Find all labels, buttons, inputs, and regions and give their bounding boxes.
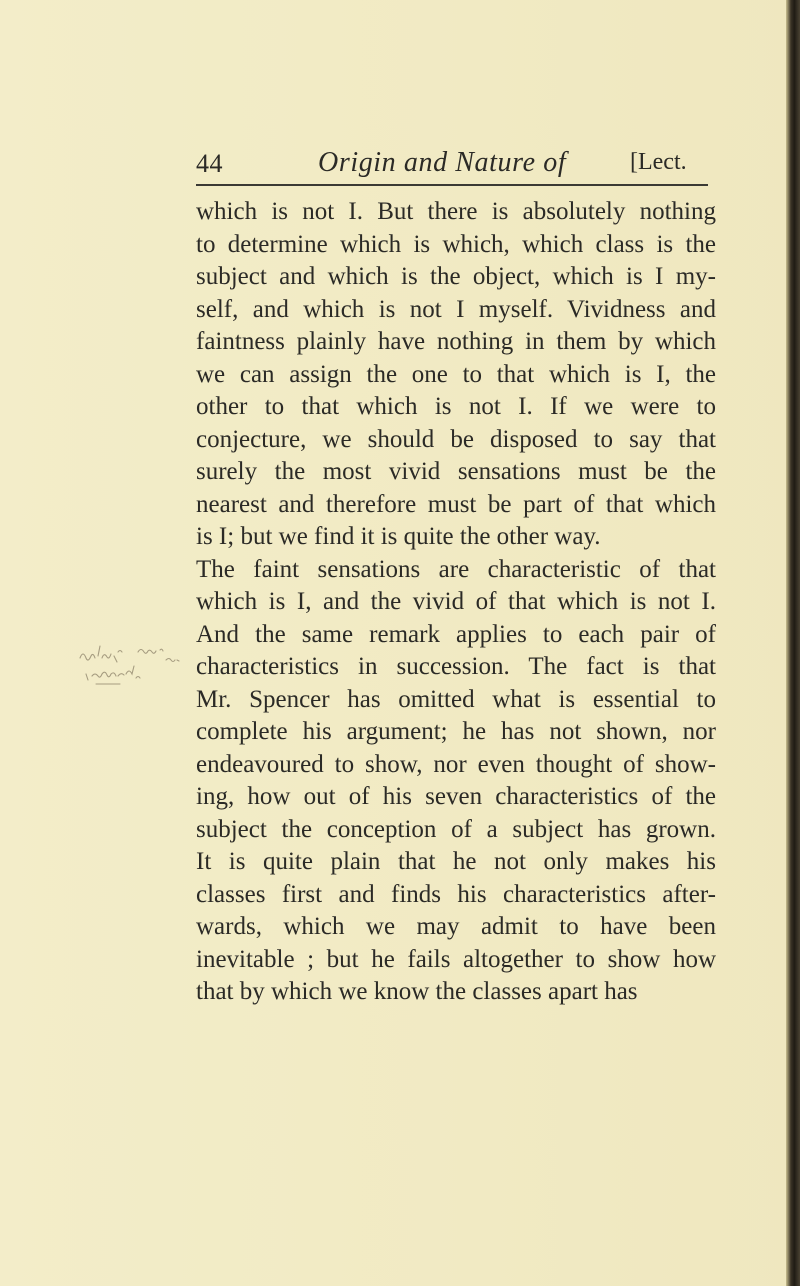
running-title: Origin and Nature of (318, 147, 567, 178)
text-line: subject the conception of a subject has grown. (196, 815, 716, 843)
text-line: endeavoured to show, nor even thought of show- (196, 750, 716, 778)
text-line: Mr. Spencer has omitted what is essential to (196, 685, 716, 713)
text-line: to determine which is which, which class is the (196, 230, 716, 258)
text-line: is I; but we find it is quite the other way. (196, 523, 601, 550)
text-line: characteristics in succession. The fact is that (196, 653, 716, 680)
text-line: faintness plainly have nothing in them by which (196, 328, 716, 355)
header-rule (196, 184, 708, 186)
section-mark: [Lect. (630, 149, 687, 175)
text-line: surely the most vivid sensations must be the (196, 458, 716, 485)
text-line: nearest and therefore must be part of that which (196, 490, 716, 518)
text-line: classes first and finds his characteristics after- (196, 880, 716, 908)
text-line: which is not I. But there is absolutely nothing (196, 198, 716, 225)
text-line: conjecture, we should be disposed to say that (196, 425, 716, 453)
text-line: ing, how out of his seven characteristics of the (196, 783, 716, 810)
text-line: other to that which is not I. If we were to (196, 393, 716, 420)
page-number: 44 (196, 149, 223, 178)
text-line: subject and which is the object, which is I my- (196, 263, 716, 290)
text-line: And the same remark applies to each pair of (196, 620, 716, 648)
text-line: which is I, and the vivid of that which is not I. (196, 588, 716, 615)
page-header (196, 141, 712, 181)
text-line: inevitable ; but he fails altogether to show how (196, 945, 716, 973)
page-edge-shadow (786, 0, 800, 1286)
handwritten-margin-note (78, 640, 190, 700)
text-line: wards, which we may admit to have been (196, 913, 716, 940)
text-line: The faint sensations are characteristic of that (196, 555, 716, 583)
text-line: we can assign the one to that which is I, the (196, 360, 716, 388)
text-line: that by which we know the classes apart has (196, 978, 638, 1005)
text-line: It is quite plain that he not only makes his (196, 848, 716, 875)
body-text (196, 196, 716, 1009)
text-line: complete his argument; he has not shown, nor (196, 718, 716, 745)
text-line: self, and which is not I myself. Vividness and (196, 295, 716, 323)
